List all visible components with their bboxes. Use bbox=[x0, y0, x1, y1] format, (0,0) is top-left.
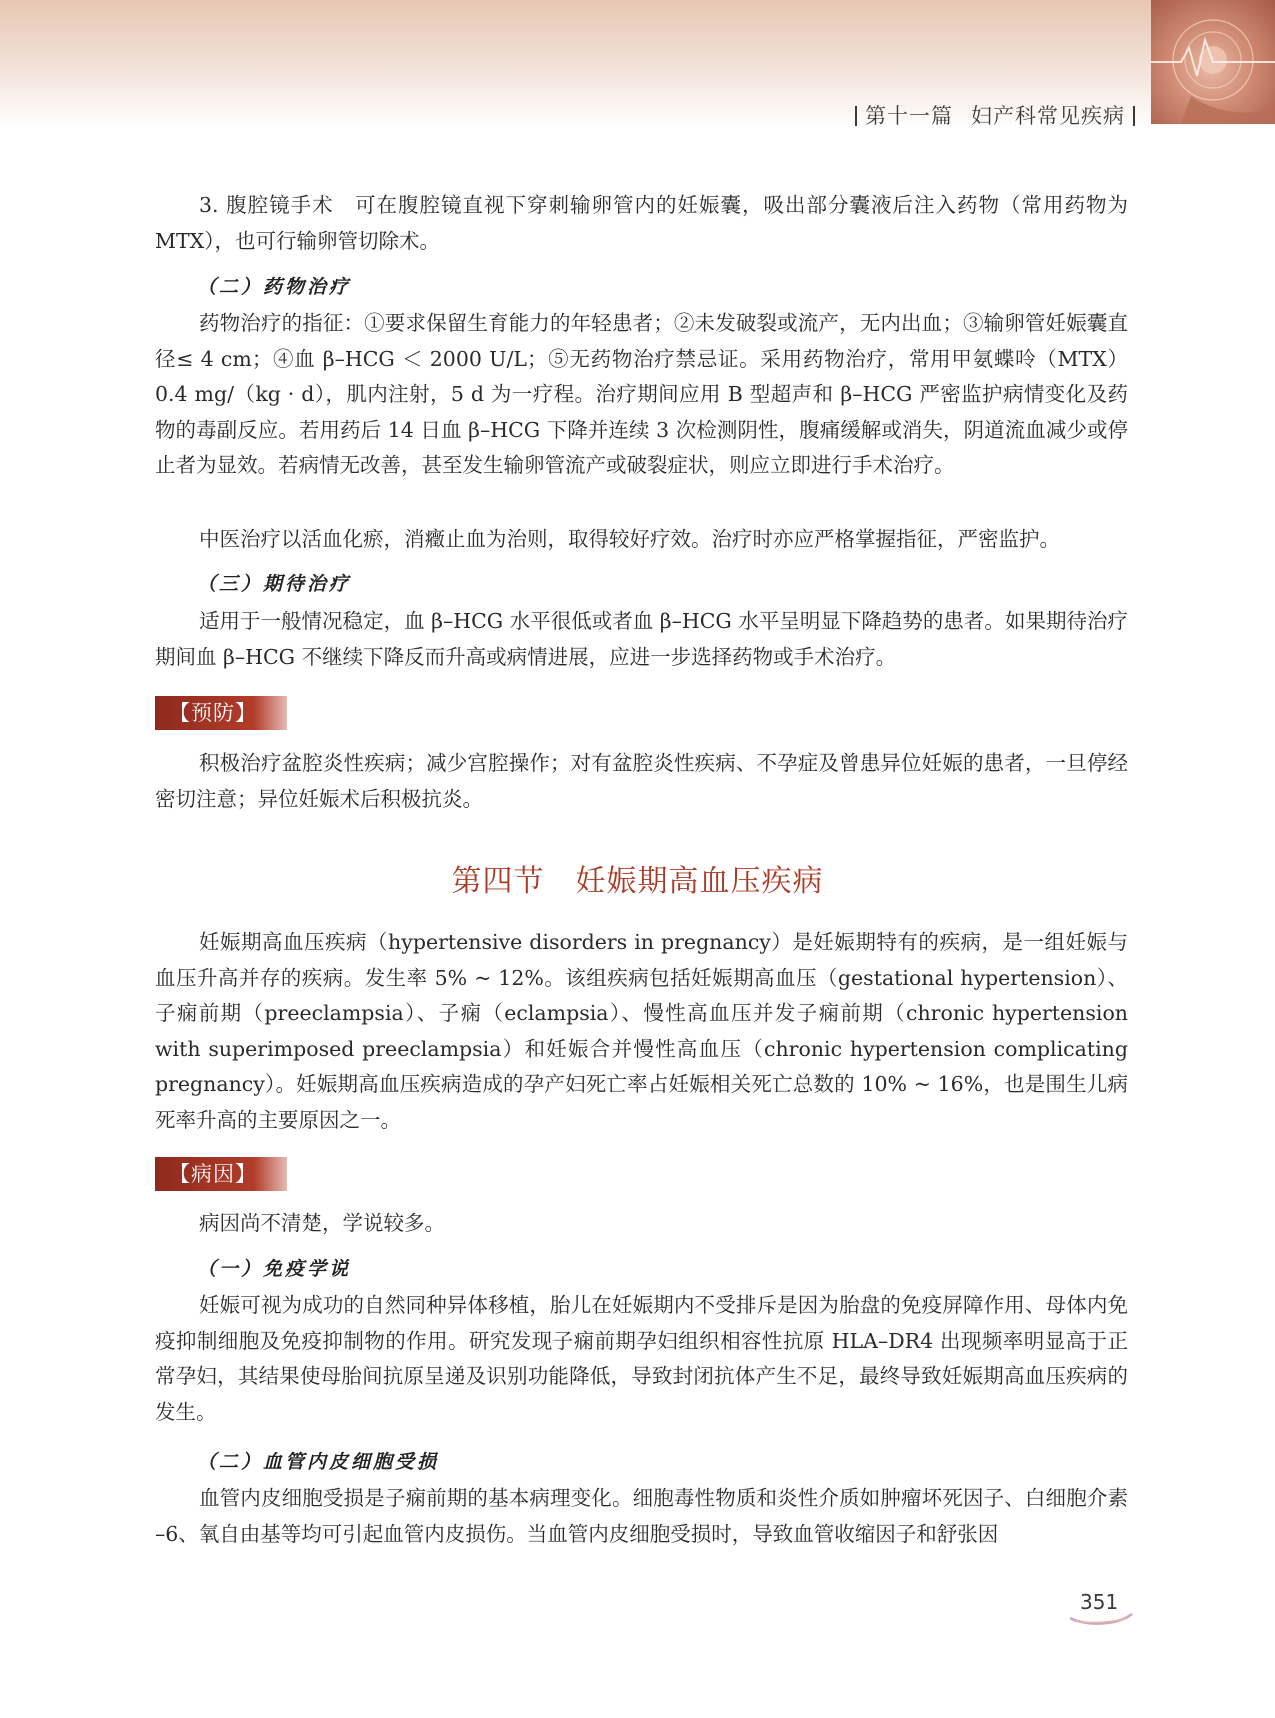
paragraph-drug-indications: 药物治疗的指征：①要求保留生育能力的年轻患者；②未发破裂或流产，无内出血；③输卵管妊娠囊直径≤ 4 cm；④血 β–HCG ＜ 2000 U/L；⑤无药物治疗禁忌证。采用药物治疗，常用甲氨蝶呤（MTX）0.4 mg/（kg · d），肌内注射，5 d 为一疗程。治疗期间应用 B 型超声和 β–HCG 严密监护病情变化及药物的毒副反应。若用药后 14 日血 β–HCG 下降并连续 3 次检测阴性，腹痛缓解或消失，阴道流血减少或停止者为显效。若病情无改善，甚至发生输卵管流产或破裂症状，则应立即进行手术治疗。 bbox=[155, 311, 1128, 477]
running-head-part: 第十一篇 bbox=[865, 104, 953, 128]
paragraph-tcm-therapy: 中医治疗以活血化瘀，消癥止血为治则，取得较好疗效。治疗时亦应严格掌握指征，严密监护。 bbox=[199, 527, 1060, 551]
subheading-drug-therapy: （二）药物治疗 bbox=[197, 276, 352, 298]
subheading-expectant-therapy: （三）期待治疗 bbox=[197, 573, 352, 595]
section-tag-etiology: 【病因】 bbox=[155, 1157, 287, 1191]
running-head bbox=[847, 100, 1143, 130]
paragraph-immune: 妊娠可视为成功的自然同种异体移植，胎儿在妊娠期内不受排斥是因为胎盘的免疫屏障作用、母体内免疫抑制细胞及免疫抑制物的作用。研究发现子痫前期孕妇组织相容性抗原 HLA–DR4 出现频率明显高于正常孕妇，其结果使母胎间抗原呈递及识别功能降低，导致封闭抗体产生不足，最终导致妊娠期高血压疾病的发生。 bbox=[155, 1293, 1128, 1424]
running-head-subject: 妇产科常见疾病 bbox=[971, 104, 1125, 128]
divider bbox=[1133, 106, 1135, 126]
subheading-immune-theory: （一）免疫学说 bbox=[197, 1258, 352, 1280]
paragraph-expectant: 适用于一般情况稳定，血 β–HCG 水平很低或者血 β–HCG 水平呈明显下降趋势的患者。如果期待治疗期间血 β–HCG 不继续下降反而升高或病情进展，应进一步选择药物或手术治疗。 bbox=[155, 609, 1128, 669]
divider bbox=[855, 106, 857, 126]
subheading-vascular-injury: （二）血管内皮细胞受损 bbox=[197, 1451, 440, 1473]
page-number: 351 bbox=[1080, 1590, 1119, 1614]
paragraph-prevention: 积极治疗盆腔炎性疾病；减少宫腔操作；对有盆腔炎性疾病、不孕症及曾患异位妊娠的患者，一旦停经密切注意；异位妊娠术后积极抗炎。 bbox=[155, 751, 1128, 811]
paragraph-etiology: 病因尚不清楚，学说较多。 bbox=[199, 1211, 445, 1235]
stethoscope-heartbeat-icon bbox=[1151, 0, 1275, 124]
paragraph-introduction: 妊娠期高血压疾病（hypertensive disorders in pregnancy）是妊娠期特有的疾病，是一组妊娠与血压升高并存的疾病。发生率 5% ~ 12%。该组疾病包括妊娠期高血压（gestational hypertension）、子痫前期（preeclampsia）、子痫（eclampsia）、慢性高血压并发子痫前期（chronic hypertension with superimposed preeclampsia）和妊娠合并慢性高血压（chronic hypertension complicating pregnancy）。妊娠期高血压疾病造成的孕产妇死亡率占妊娠相关死亡总数的 10% ~ 16%，也是围生儿病死率升高的主要原因之一。 bbox=[155, 930, 1128, 1132]
section-title: 第四节 妊娠期高血压疾病 bbox=[451, 864, 824, 899]
paragraph-laparoscopy: 3. 腹腔镜手术 可在腹腔镜直视下穿刺输卵管内的妊娠囊，吸出部分囊液后注入药物（常用药物为 MTX），也可行输卵管切除术。 bbox=[155, 193, 1128, 253]
section-tag-prevention: 【预防】 bbox=[155, 696, 287, 730]
paragraph-vascular: 血管内皮细胞受损是子痫前期的基本病理变化。细胞毒性物质和炎性介质如肿瘤坏死因子、白细胞介素 –6、氧自由基等均可引起血管内皮损伤。当血管内皮细胞受损时，导致血管收缩因子和舒张因 bbox=[155, 1486, 1128, 1546]
